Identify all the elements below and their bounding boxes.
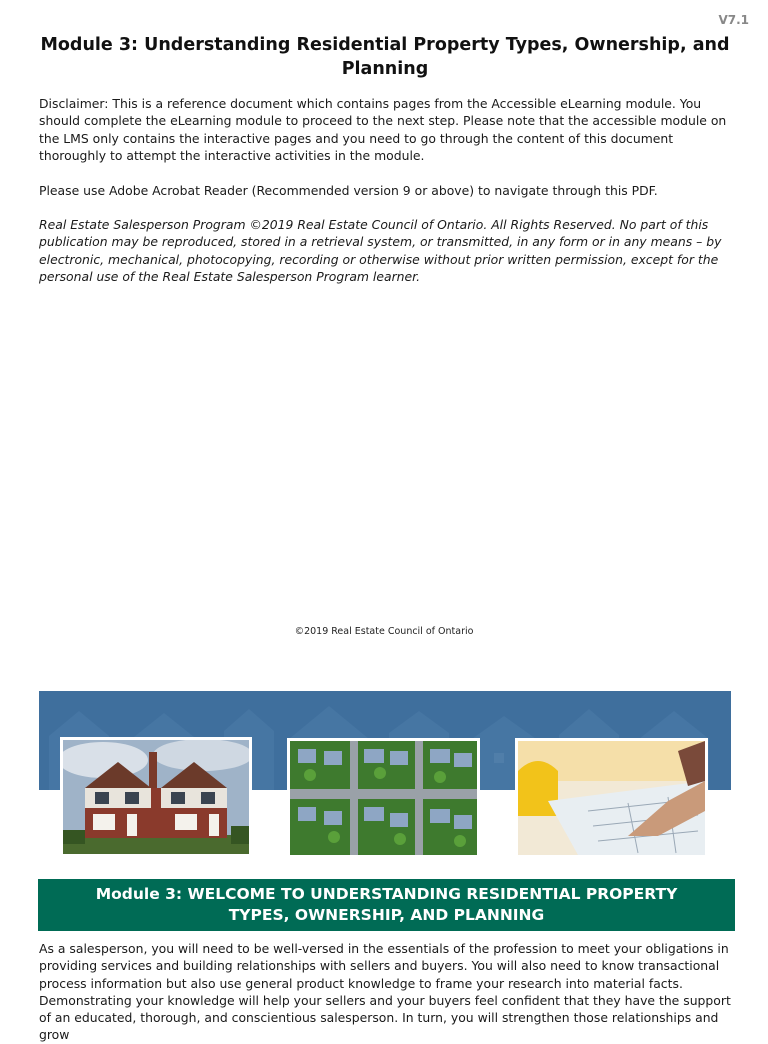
- aerial-photo-image: [290, 741, 477, 855]
- copyright-footer: ©2019 Real Estate Council of Ontario: [294, 626, 474, 637]
- disclaimer-text: Disclaimer: This is a reference document which contains pages from the Accessible eLearning module. You should complete the eLearning module to proceed to the next step. Please note that the accessible module on the LMS only contains the interactive pages and you need to go through the content of this document thoroughly to attempt the interactive activities in the module.: [39, 96, 727, 163]
- page-title: Module 3: Understanding Residential Property Types, Ownership, and Planning: [40, 35, 730, 79]
- planning-photo-image: [518, 741, 705, 855]
- house-photo-image: [63, 740, 249, 854]
- rights-notice: Real Estate Salesperson Program ©2019 Real Estate Council of Ontario. All Rights Reserved. No part of this publication may be reproduced, stored in a retrieval system, or transmitted, in any form or in any means – by electronic, mechanical, photocopying, recording or otherwise without prior written permission, except for the personal use of the Real Estate Salesperson Program learner.: [39, 217, 722, 284]
- intro-paragraph: As a salesperson, you will need to be well-versed in the essentials of the profession to meet your obligations in providing services and building relationships with sellers and buyers. You will also need to know transactional process information but also use general product knowledge to frame your research into material facts. Demonstrating your knowledge will help your sellers and your buyers feel confident that they have the support of an educated, thorough, and conscientious salesperson. In turn, you will strengthen those relationships and grow: [39, 941, 731, 1043]
- version-label: V7.1: [718, 13, 749, 27]
- photo-aerial-neighbourhood: [287, 738, 480, 858]
- acrobat-note: Please use Adobe Acrobat Reader (Recommended version 9 or above) to navigate through this PDF.: [39, 183, 658, 198]
- module-welcome-heading: Module 3: WELCOME TO UNDERSTANDING RESIDENTIAL PROPERTY TYPES, OWNERSHIP, AND PLANNING: [38, 879, 735, 931]
- photo-planning-blueprints: [515, 738, 708, 858]
- photo-semi-detached-house: [60, 737, 252, 857]
